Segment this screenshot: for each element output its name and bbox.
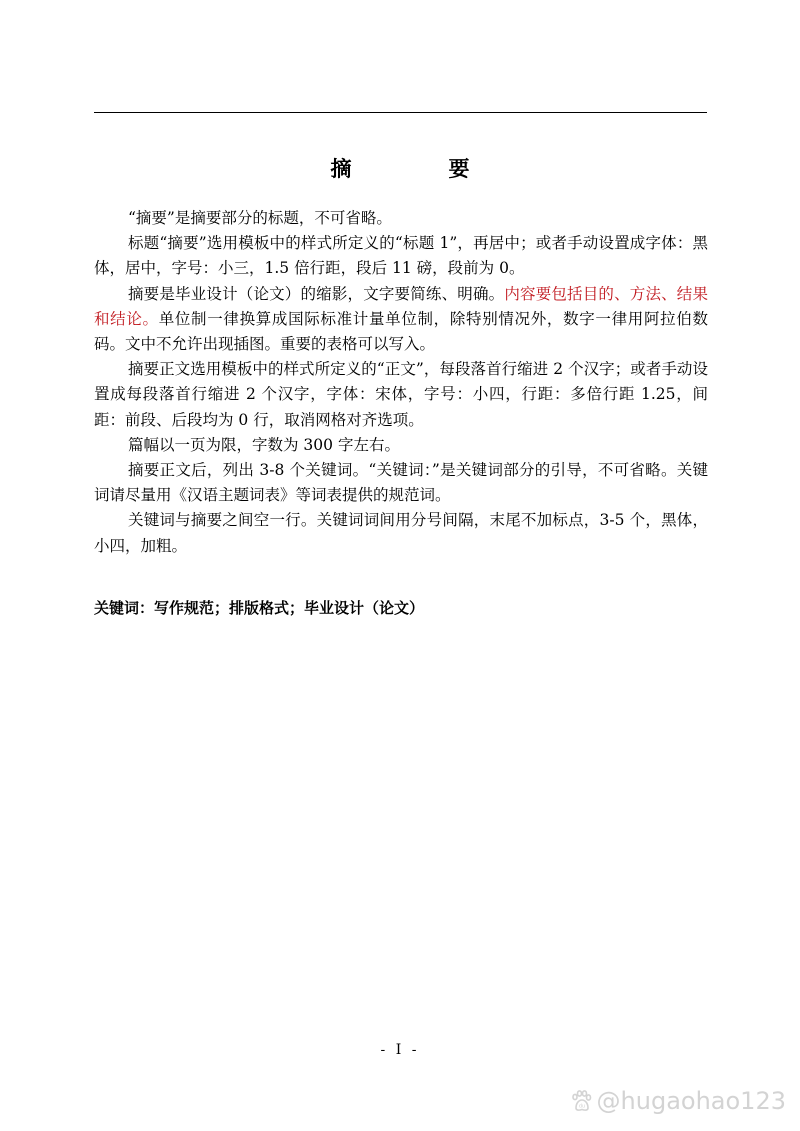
abstract-body: [94, 206, 708, 559]
paragraph: 摘要正文选用模板中的样式所定义的“正文”，每段落首行缩进 2 个汉字；或者手动设置成每段落首行缩进 2 个汉字，字体：宋体，字号：小四，行距：多倍行距 1.25，间距：前段、后段均为 0 行，取消网格对齐选项。: [94, 360, 708, 429]
svg-text:du: du: [578, 1103, 585, 1110]
baidu-paw-icon: [569, 1089, 593, 1113]
paragraph-text: 摘要是毕业设计（论文）的缩影，文字要简练、明确。: [128, 284, 505, 303]
highlighted-requirement: 内容要包括目的、方法、结果和结论。: [94, 284, 708, 328]
watermark: [569, 1086, 786, 1116]
keywords-line: 关键词：写作规范；排版格式；毕业设计（论文）: [94, 599, 425, 617]
header-rule: [94, 112, 707, 113]
paragraph: 篇幅以一页为限，字数为 300 字左右。: [128, 435, 400, 454]
paragraph: 摘要正文后，列出 3-8 个关键词。“关键词：”是关键词部分的引导，不可省略。关键词请尽量用《汉语主题词表》等词表提供的规范词。: [94, 461, 708, 505]
watermark-text: @hugaohao123: [596, 1087, 786, 1115]
page-number: - I -: [380, 1042, 420, 1058]
paragraph: “摘要”是摘要部分的标题，不可省略。: [128, 209, 392, 227]
paragraph: 标题“摘要”选用模板中的样式所定义的“标题 1”，再居中；或者手动设置成字体：黑体，居中，字号：小三，1.5 倍行距，段后 11 磅，段前为 0。: [94, 234, 708, 278]
page-title: 摘 要: [330, 157, 508, 181]
paragraph: 关键词与摘要之间空一行。关键词词间用分号间隔，末尾不加标点，3-5 个，黑体，小四，加粗。: [94, 511, 708, 555]
paragraph: [94, 282, 708, 358]
paragraph-text: 单位制一律换算成国际标准计量单位制，除特别情况外，数字一律用阿拉伯数码。文中不允许出现插图。重要的表格可以写入。: [94, 309, 708, 354]
